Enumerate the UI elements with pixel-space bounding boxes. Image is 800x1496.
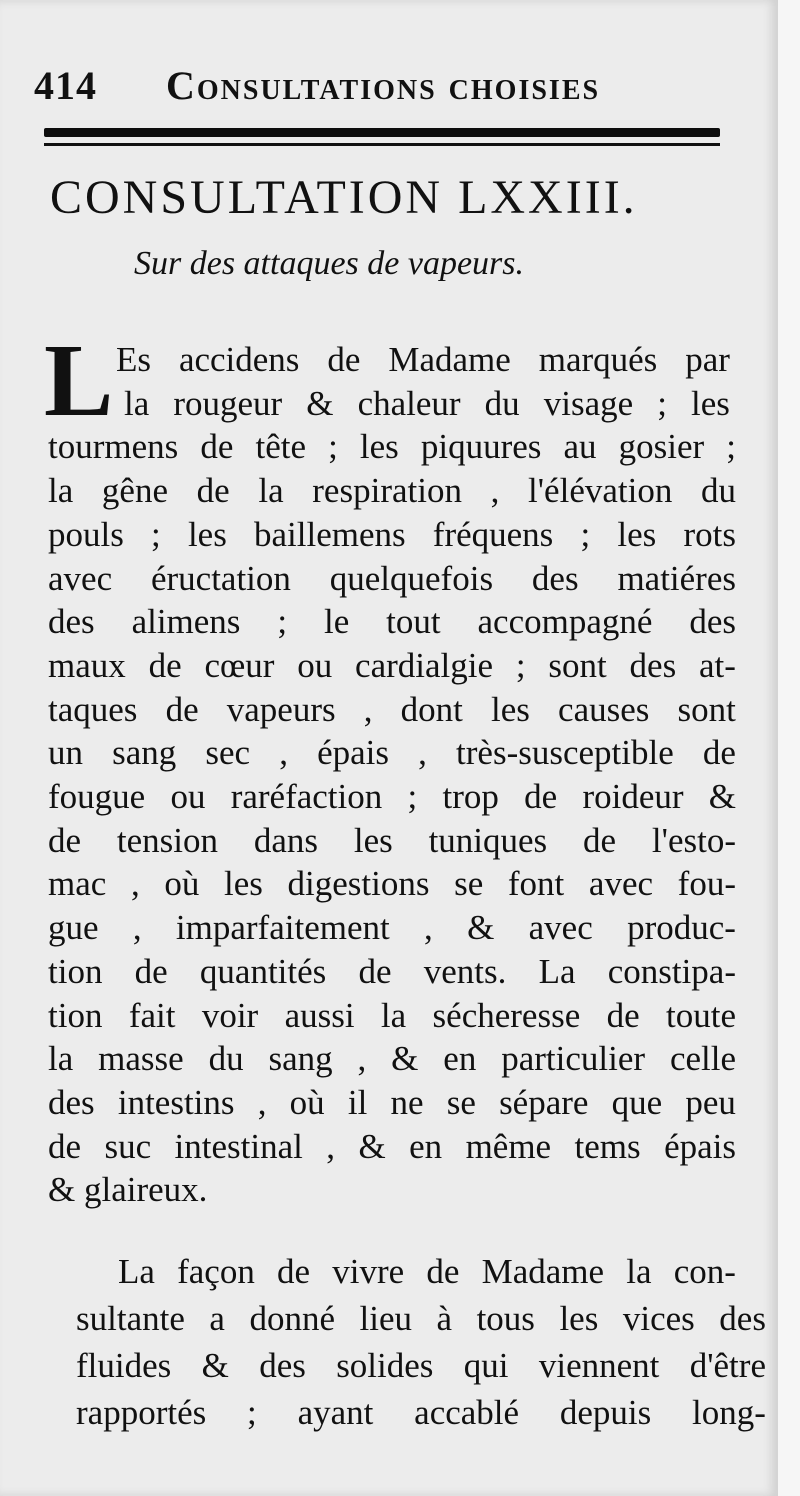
word: gosier [618,427,705,467]
text-line [48,906,736,950]
word: ; [657,383,667,423]
word: ; [580,514,591,554]
running-title: Consultations choisies [166,63,601,108]
word: des [629,645,677,685]
text-line [48,731,736,775]
word: , [257,1082,267,1122]
word: masse [98,1039,184,1079]
word: vivre [332,1252,405,1291]
word: tête [255,427,306,467]
word: rapportés [76,1393,207,1432]
word: épais [664,1126,736,1166]
word: de [134,951,168,991]
word: fougue [48,777,146,816]
word: accablé [414,1393,520,1432]
word: cœur [204,645,275,685]
word: , [130,864,140,904]
word: vapeurs [226,689,336,729]
word: quantités [199,951,327,991]
word: causes [558,689,650,729]
text-line [48,1081,736,1125]
word: visage [543,383,634,423]
word: baillemens [254,514,406,554]
word: du [484,383,520,423]
text-line [48,688,736,732]
word: solides [336,1346,434,1385]
word: particulier [501,1039,646,1079]
text-line [48,819,736,863]
word: , [357,1039,367,1079]
word: des [259,1346,306,1385]
word: sang [112,733,177,773]
text-line [124,382,730,426]
word: de [583,820,617,860]
page-header [34,58,734,108]
word: cardialgie [355,645,493,685]
word: un [48,733,83,773]
word: intestinal [174,1126,303,1166]
text-line [76,1344,766,1388]
word: de [327,340,361,379]
word: de [426,1252,460,1291]
word: alimens [131,602,241,642]
text-line [48,994,736,1038]
word: des [531,558,579,598]
word: roideur [582,777,684,816]
word: ; [407,777,418,816]
word: ou [297,645,333,685]
text-line [48,862,736,906]
word: d'être [689,1346,766,1385]
text-line [116,338,730,382]
word: ou [170,777,206,816]
text-line: & glaireux. [48,1170,208,1210]
word: avec [588,864,654,904]
word: le [323,602,350,642]
word: , [424,908,433,948]
text-line [118,1250,736,1294]
word: tion [48,951,103,991]
word: accompagné [477,602,653,642]
word: avec [528,908,593,948]
word: éructation [150,558,291,598]
word: gêne [101,471,168,511]
word: viennent [538,1346,660,1385]
word: gue [48,908,99,948]
word: , [418,733,427,773]
word: en [409,1126,443,1166]
word: les [187,514,227,554]
word: les [359,427,399,467]
drop-cap: L [44,323,114,438]
word: intestins [117,1082,235,1122]
word: sont [548,645,607,685]
word: ; [726,427,736,467]
word: sultante [76,1299,185,1338]
word: con- [673,1252,736,1291]
word: se [446,1082,476,1122]
word: imparfaitement [175,908,390,948]
word: les [491,689,530,729]
word: sang [268,1039,333,1079]
word: matiéres [617,558,736,598]
word: de [702,733,736,773]
word: les [353,820,393,860]
word: de [358,951,392,991]
word: at- [699,645,736,685]
word: trop [442,777,499,816]
word: où [164,864,200,904]
word: La [118,1252,155,1291]
word: les [559,1299,599,1338]
word: suc [104,1126,152,1166]
word: ; [328,427,338,467]
header-rule-thick [44,128,720,137]
word: respiration [312,471,462,511]
word: tems [574,1126,641,1166]
word: même [465,1126,552,1166]
text-line [48,644,736,688]
word: qui [463,1346,509,1385]
word: , [490,471,500,511]
word: raréfaction [230,777,383,816]
word: fou- [677,864,736,904]
text-line [48,775,736,819]
word: de [48,820,82,860]
word: ne [390,1082,424,1122]
word: de [196,471,230,511]
word: de [48,1126,82,1166]
word: du [701,471,736,511]
word: & [708,777,736,816]
text-line [48,1037,736,1081]
word: rougeur [173,383,283,423]
word: voir [201,995,259,1035]
text-line [48,600,736,644]
word: font [507,864,565,904]
word: & [306,383,334,423]
word: & [467,908,495,948]
word: celle [669,1039,736,1079]
word: de [606,995,640,1035]
word: chaleur [357,383,461,423]
word: toute [666,995,736,1035]
word: façon [177,1252,255,1291]
word: accidens [178,340,300,379]
word: la [380,995,407,1035]
page-number: 414 [34,63,97,108]
word: en [443,1039,477,1079]
word: de [165,689,199,729]
word: dont [400,689,463,729]
word: à [436,1299,453,1338]
text-line [48,1125,736,1169]
word: les [691,383,730,423]
word: la [124,383,150,423]
word: fait [128,995,176,1035]
word: dans [253,820,318,860]
text-line [48,513,736,557]
word: la [626,1252,652,1291]
text-line [48,425,736,469]
word: vents. [423,951,507,991]
word: il [347,1082,368,1122]
word: au [563,427,597,467]
word: Madame [388,340,511,379]
word: de [524,777,558,816]
word: constipa- [607,951,736,991]
word: maux [48,645,126,685]
word: la [48,471,74,511]
word: & [391,1039,419,1079]
word: sécheresse [432,995,581,1035]
page-edge [778,0,800,1496]
word: taques [48,689,138,729]
word: , [363,689,373,729]
word: ayant [297,1393,374,1432]
header-rule-thin [44,143,720,146]
text-line [76,1297,766,1341]
word: tous [476,1299,535,1338]
word: ; [277,602,288,642]
word: très-susceptible [456,733,674,773]
word: aussi [284,995,355,1035]
word: & [358,1126,386,1166]
word: pouls [48,514,124,554]
consultation-title: CONSULTATION LXXIII. [50,171,638,224]
word: des [689,602,736,642]
word: marqués [538,340,658,379]
word: avec [48,558,113,598]
word: la [258,471,284,511]
word: peu [685,1082,736,1122]
word: fréquens [432,514,554,554]
word: mac [48,864,107,904]
word: des [719,1299,766,1338]
word: ; [515,645,526,685]
word: & [201,1346,229,1385]
word: lieu [359,1299,412,1338]
word: depuis [559,1393,652,1432]
word: tension [116,820,218,860]
word: des [48,1082,95,1122]
text-line [48,557,736,601]
word: sépare [499,1082,589,1122]
word: par [685,340,730,379]
word: les [223,864,263,904]
word: produc- [627,908,736,948]
word: piquures [420,427,542,467]
word: rots [683,514,736,554]
word: tuniques [428,820,548,860]
word: se [454,864,484,904]
word: de [200,427,234,467]
word: les [617,514,657,554]
word: ; [247,1393,257,1432]
word: donné [249,1299,335,1338]
word: où [289,1082,325,1122]
word: Es [116,340,151,379]
word: sont [677,689,736,729]
word: , [279,733,288,773]
text-line [48,950,736,994]
consultation-subtitle: Sur des attaques de vapeurs. [134,245,525,282]
word: , [132,908,142,948]
word: La [538,951,576,991]
word: sec [205,733,251,773]
word: long- [692,1393,766,1432]
text-line [76,1391,766,1435]
word: la [48,1039,74,1079]
word: tourmens [48,427,179,467]
word: que [611,1082,663,1122]
word: de [277,1252,311,1291]
word: tion [48,995,103,1035]
word: digestions [287,864,430,904]
word: de [148,645,182,685]
text-line [48,469,736,513]
word: épais [317,733,390,773]
word: tout [386,602,441,642]
word: l'esto- [651,820,736,860]
word: a [209,1299,225,1338]
word: ; [151,514,161,554]
word: , [326,1126,336,1166]
word: quelquefois [329,558,494,598]
word: vices [622,1299,695,1338]
word: l'élévation [528,471,673,511]
word: du [208,1039,244,1079]
word: des [48,602,95,642]
word: fluides [76,1346,172,1385]
word: Madame [481,1252,605,1291]
